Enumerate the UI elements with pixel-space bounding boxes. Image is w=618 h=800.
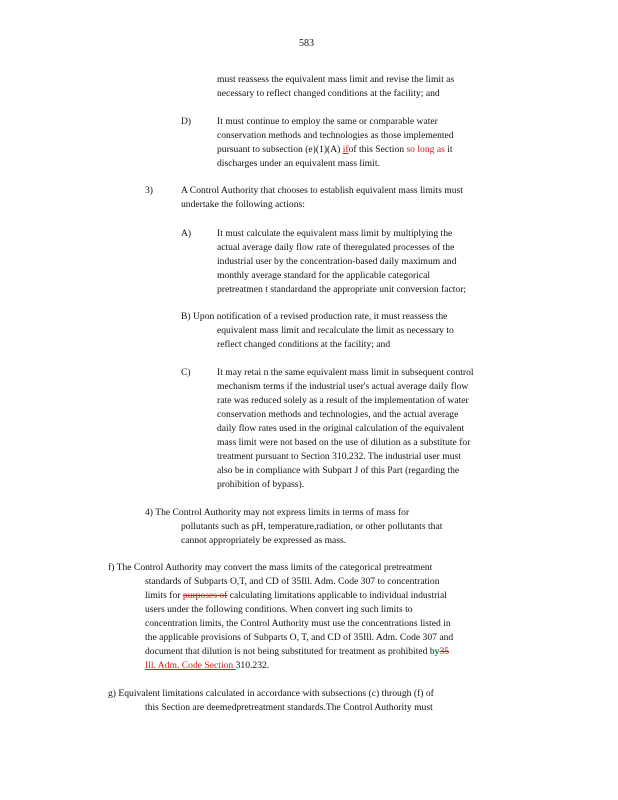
item-c-line-2: mechanism terms if the industrial user's actual average daily flow	[217, 381, 469, 392]
deleted-35: 35	[439, 646, 450, 657]
para-f-line-8: Ill. Adm. Code Section 310.232.	[145, 660, 270, 671]
item-a-line-4: monthly average standard for the applicable categorical	[217, 270, 431, 281]
intro-line-2: necessary to reflect changed conditions at the facility; and	[217, 88, 440, 99]
item-c-line-8: also be in compliance with Subpart J of this Part (regarding the	[217, 465, 460, 476]
item-d-line-1: It must continue to employ the same or comparable water	[217, 116, 438, 127]
item-c-line-9: prohibition of bypass).	[217, 479, 305, 490]
item-4-line-1: 4) The Control Authority may not express limits in terms of mass for	[145, 507, 410, 518]
para-f-line-4: users under the following conditions. When convert ing such limits to	[145, 604, 413, 615]
item-b-line-2: equivalent mass limit and recalculate the limit as necessary to	[217, 325, 454, 336]
para-f-line-5: concentration limits, the Control Authority must use the concentrations listed in	[145, 618, 451, 629]
para-f-line-6: the applicable provisions of Subparts O, T, and CD of 35Ill. Adm. Code 307 and	[145, 632, 454, 643]
item-d-line-2: conservation methods and technologies as those implemented	[217, 130, 454, 141]
item-d-line-4: discharges under an equivalent mass limit.	[217, 158, 380, 169]
item-a-line-3: industrial user by the concentration-based daily maximum and	[217, 256, 457, 267]
item-d-line-3: pursuant to subsection (e)(1)(A) ifof this Section so long as it	[217, 144, 453, 155]
para-f-line-1: f) The Control Authority may convert the mass limits of the categorical pretreatment	[108, 562, 433, 573]
item-c-label: C)	[181, 367, 191, 378]
para-g-line-2: this Section are deemedpretreatment standards.The Control Authority must	[145, 702, 433, 713]
item-a-label: A)	[181, 228, 192, 239]
item-c-line-5: daily flow rates used in the original calculation of the equivalent	[217, 423, 465, 434]
para-f-line-7: document that dilution is not being substituted for treatment as prohibited by35	[145, 646, 450, 657]
item-d-label: D)	[181, 116, 192, 127]
item-3-line-1: A Control Authority that chooses to establish equivalent mass limits must	[181, 185, 463, 196]
item-4-line-2: pollutants such as pH, temperature,radiation, or other pollutants that	[181, 521, 443, 532]
item-a-line-2: actual average daily flow rate of theregulated processes of the	[217, 242, 455, 253]
inserted-so-long-as: so long as	[406, 144, 445, 155]
inserted-code-citation: Ill. Adm. Code Section	[145, 660, 236, 671]
item-c-line-3: rate was reduced solely as a result of the implementation of water	[217, 395, 469, 406]
page-number: 583	[299, 38, 314, 49]
para-f-line-3: limits for purposes of calculating limitations applicable to individual industrial	[145, 590, 447, 601]
item-a-line-1: It must calculate the equivalent mass limit by multiplying the	[217, 228, 453, 239]
intro-line-1: must reassess the equivalent mass limit and revise the limit as	[217, 74, 455, 85]
item-c-line-1: It may retai n the same equivalent mass limit in subsequent control	[217, 367, 474, 378]
inserted-if: if	[342, 144, 349, 155]
item-c-line-4: conservation methods and technologies, and the actual average	[217, 409, 459, 420]
item-3-line-2: undertake the following actions:	[181, 199, 305, 210]
item-c-line-6: mass limit were not based on the use of dilution as a substitute for	[217, 437, 471, 448]
para-f-line-2: standards of Subparts O,T, and CD of 35Ill. Adm. Code 307 to concentration	[145, 576, 440, 587]
para-g-line-1: g) Equivalent limitations calculated in accordance with subsections (c) through (f) of	[108, 688, 434, 699]
item-3-label: 3)	[145, 185, 153, 196]
deleted-purposes-of: purposes of	[182, 590, 228, 601]
item-4-line-3: cannot appropriately be expressed as mass.	[181, 535, 347, 546]
item-c-line-7: treatment pursuant to Section 310.232. The industrial user must	[217, 451, 461, 462]
item-b-line-3: reflect changed conditions at the facility; and	[217, 339, 391, 350]
item-a-line-5: pretreatmen t standardand the appropriate unit conversion factor;	[217, 284, 467, 295]
item-b-line-1: B) Upon notification of a revised production rate, it must reassess the	[181, 311, 448, 322]
